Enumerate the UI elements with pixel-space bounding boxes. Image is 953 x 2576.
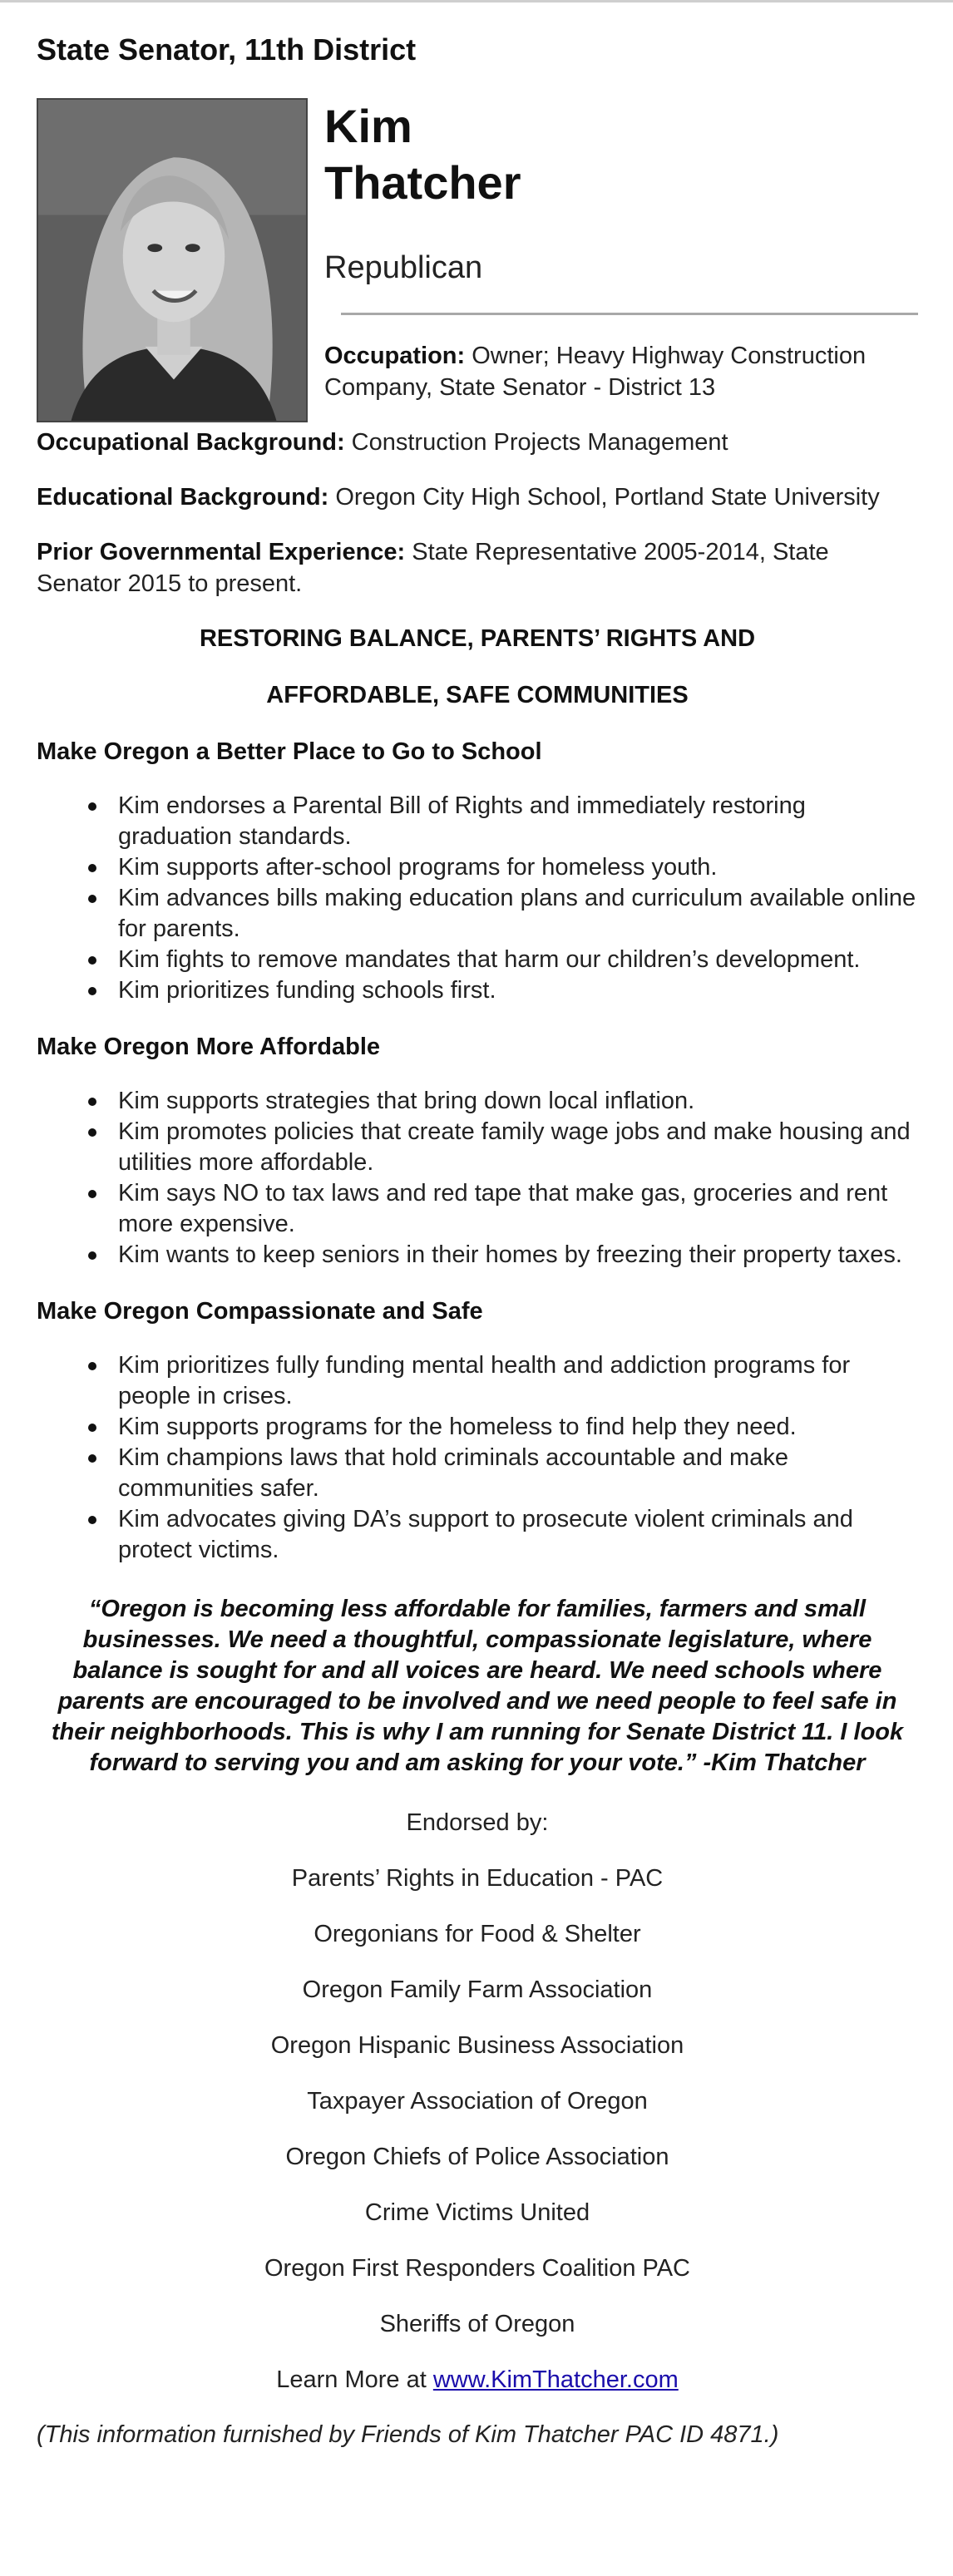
field-label: Educational Background: [37,484,329,511]
affordable-list [37,1086,918,1271]
list-item: Kim endorses a Parental Bill of Rights and immediately restoring graduation standards. [118,791,918,852]
voters-pamphlet-page [37,28,918,2450]
section-heading-school: Make Oregon a Better Place to Go to School [37,738,542,765]
list-item: Kim champions laws that hold criminals accountable and make communities safer. [118,1443,918,1504]
field-label: Occupation: [324,343,466,369]
candidate-block [37,98,918,481]
field-value: Construction Projects Management [351,429,728,456]
candidate-quote [43,1594,911,1779]
list-item: Kim advocates giving DA’s support to prosecute violent criminals and protect victims. [118,1504,918,1566]
divider [341,313,918,315]
endorser: Sheriffs of Oregon [379,2311,575,2337]
slogan-line-1: RESTORING BALANCE, PARENTS’ RIGHTS AND [199,625,756,652]
endorsements-list [37,1863,918,2340]
field-label: Prior Governmental Experience: [37,539,406,565]
section-heading-safe: Make Oregon Compassionate and Safe [37,1298,483,1325]
list-item: Kim fights to remove mandates that harm our children’s development. [118,945,918,975]
list-item: Kim advances bills making education plans and curriculum available online for parents. [118,883,918,945]
field-educational-background [37,481,918,513]
website-link[interactable]: www.KimThatcher.com [432,2366,679,2393]
field-value: Owner; Heavy Highway Construction Company, State Senator - District 13 [324,343,867,401]
endorser: Crime Victims United [364,2199,590,2226]
field-prior-experience [37,536,918,600]
candidate-name-last: Thatcher [324,156,521,209]
candidate-party: Republican [324,250,483,285]
endorser: Oregonians for Food & Shelter [314,1921,641,1947]
quote-attribution: -Kim Thatcher [696,1749,866,1776]
school-list [37,791,918,1006]
candidate-photo [37,98,308,422]
office-title: State Senator, 11th District [37,32,417,67]
list-item: Kim says NO to tax laws and red tape that make gas, groceries and rent more expensive. [118,1178,918,1240]
slogan-line-2: AFFORDABLE, SAFE COMMUNITIES [266,682,689,708]
list-item: Kim prioritizes fully funding mental health and addiction programs for people in crises. [118,1350,918,1412]
endorser: Taxpayer Association of Oregon [307,2088,648,2115]
learn-more [37,2364,918,2396]
candidate-name-first: Kim [324,100,412,152]
portrait-illustration [38,100,306,421]
list-item: Kim promotes policies that create family wage jobs and make housing and utilities more affordable. [118,1117,918,1178]
list-item: Kim prioritizes funding schools first. [118,975,918,1006]
safe-list [37,1350,918,1566]
top-border [0,0,953,2]
field-value: Oregon City High School, Portland State University [335,484,880,511]
list-item: Kim wants to keep seniors in their homes by freezing their property taxes. [118,1240,918,1271]
learn-more-prefix: Learn More at [276,2366,433,2393]
field-value: State Representative 2005-2014, State Senator 2015 to present. [37,539,829,597]
list-item: Kim supports programs for the homeless to find help they need. [118,1412,918,1443]
quote-text: “Oregon is becoming less affordable for families, farmers and small businesses. We need a thoughtful, compassionate legislature, where balance is sought for and all voices are heard. We need schools where parents are encouraged to be involved and we need people to feel safe in their neighborhoods. This is why I am running for Senate District 11. I look forward to serving you and am asking for your vote.” [51,1596,904,1776]
endorser: Oregon Hispanic Business Association [270,2032,684,2059]
endorser: Oregon Chiefs of Police Association [285,2144,669,2170]
field-occupational-background [37,427,918,458]
endorser: Oregon First Responders Coalition PAC [264,2255,691,2282]
endorsements-title: Endorsed by: [406,1809,549,1836]
section-heading-affordable: Make Oregon More Affordable [37,1034,381,1060]
list-item: Kim supports strategies that bring down local inflation. [118,1086,918,1117]
disclaimer: (This information furnished by Friends of Kim Thatcher PAC ID 4871.) [37,2421,779,2448]
field-label: Occupational Background: [37,429,345,456]
list-item: Kim supports after-school programs for homeless youth. [118,852,918,883]
endorser: Parents’ Rights in Education - PAC [291,1865,664,1892]
endorser: Oregon Family Farm Association [302,1976,653,2003]
